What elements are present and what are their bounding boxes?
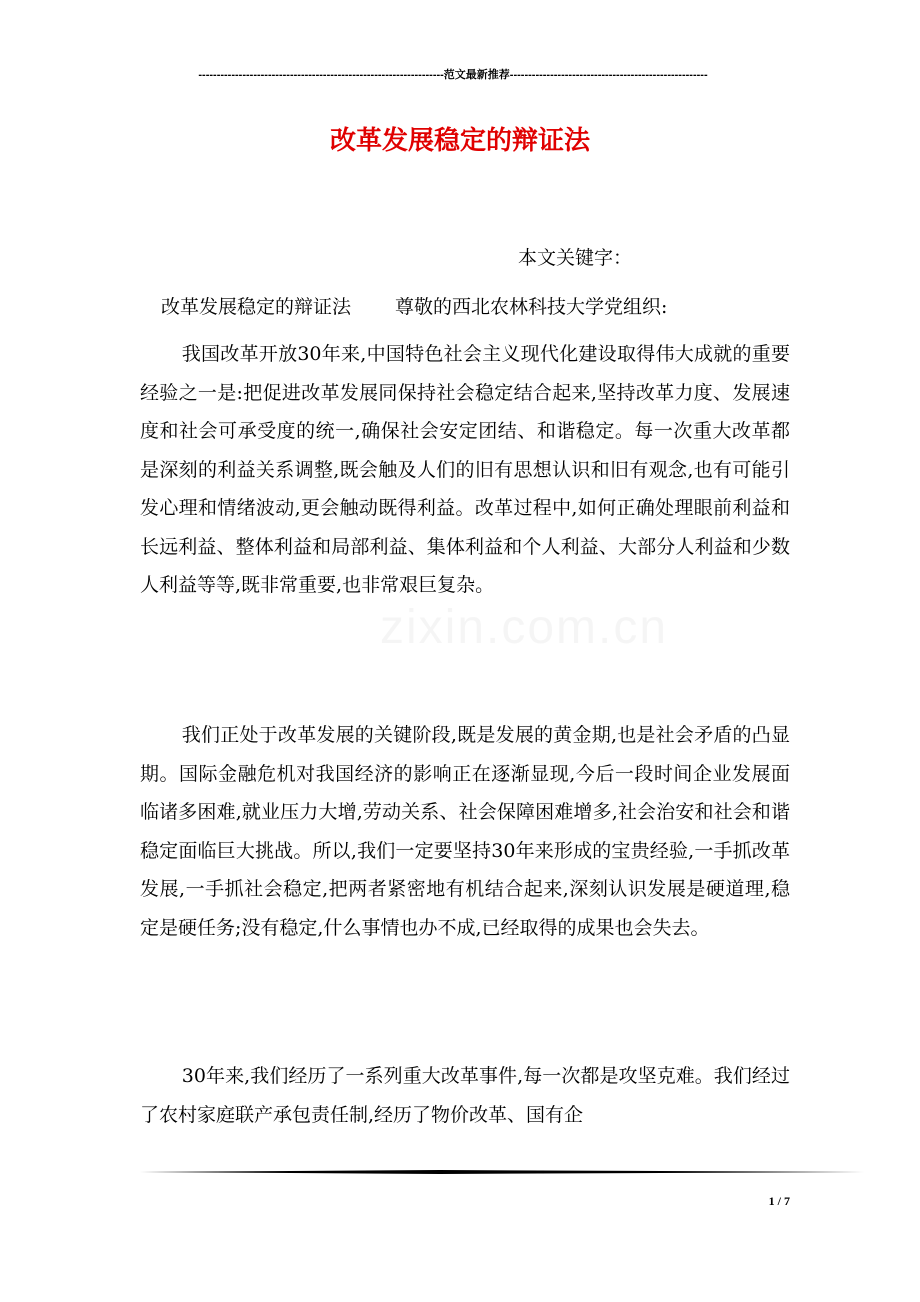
salutation: 尊敬的西北农林科技大学党组织: [395,296,668,318]
watermark [380,600,668,655]
paragraph-1: 我国改革开放30年来,中国特色社会主义现代化建设取得伟大成就的重要经验之一是:把促进改革发展同保持社会稳定结合起来,坚持改革力度、发展速度和社会可承受度的统一,确保社会安定团结、和谐稳定。每一次重大改革都是深刻的利益关系调整,既会触及人们的旧有思想认识和旧有观念,也有可能引发心理和情绪波动,更会触动既得利益。改革过程中,如何正确处理眼前利益和长远利益、整体利益和局部利益、集体利益和个人利益、大部分人利益和少数人利益等等,既非常重要,也非常艰巨复杂。 [140,343,790,596]
page-number: 1 / 7 [768,1194,790,1208]
footer-rule [140,1170,864,1174]
paragraph-3: 30年来,我们经历了一系列重大改革事件,每一次都是攻坚克难。我们经过了农村家庭联产承包责任制,经历了物价改革、国有企 [140,1065,790,1126]
page-header: -------------------------------------------------------------------范文最新推荐------------------------------------------------------ [198,69,708,81]
keywords-line [161,292,667,319]
document-title: 改革发展稳定的辩证法 [329,126,590,156]
keyword-text: 改革发展稳定的辩证法 [161,296,352,318]
paragraph-2: 我们正处于改革发展的关键阶段,既是发展的黄金期,也是社会矛盾的凸显期。国际金融危机对我国经济的影响正在逐渐显现,今后一段时间企业发展面临诸多困难,就业压力大增,劳动关系、社会保障困难增多,社会治安和社会和谐稳定面临巨大挑战。所以,我们一定要坚持30年来形成的宝贵经验,一手抓改革发展,一手抓社会稳定,把两者紧密地有机结合起来,深刻认识发展是硬道理,稳定是硬任务;没有稳定,什么事情也办不成,已经取得的成果也会失去。 [140,724,790,939]
keywords-label: 本文关键字： [518,247,633,269]
